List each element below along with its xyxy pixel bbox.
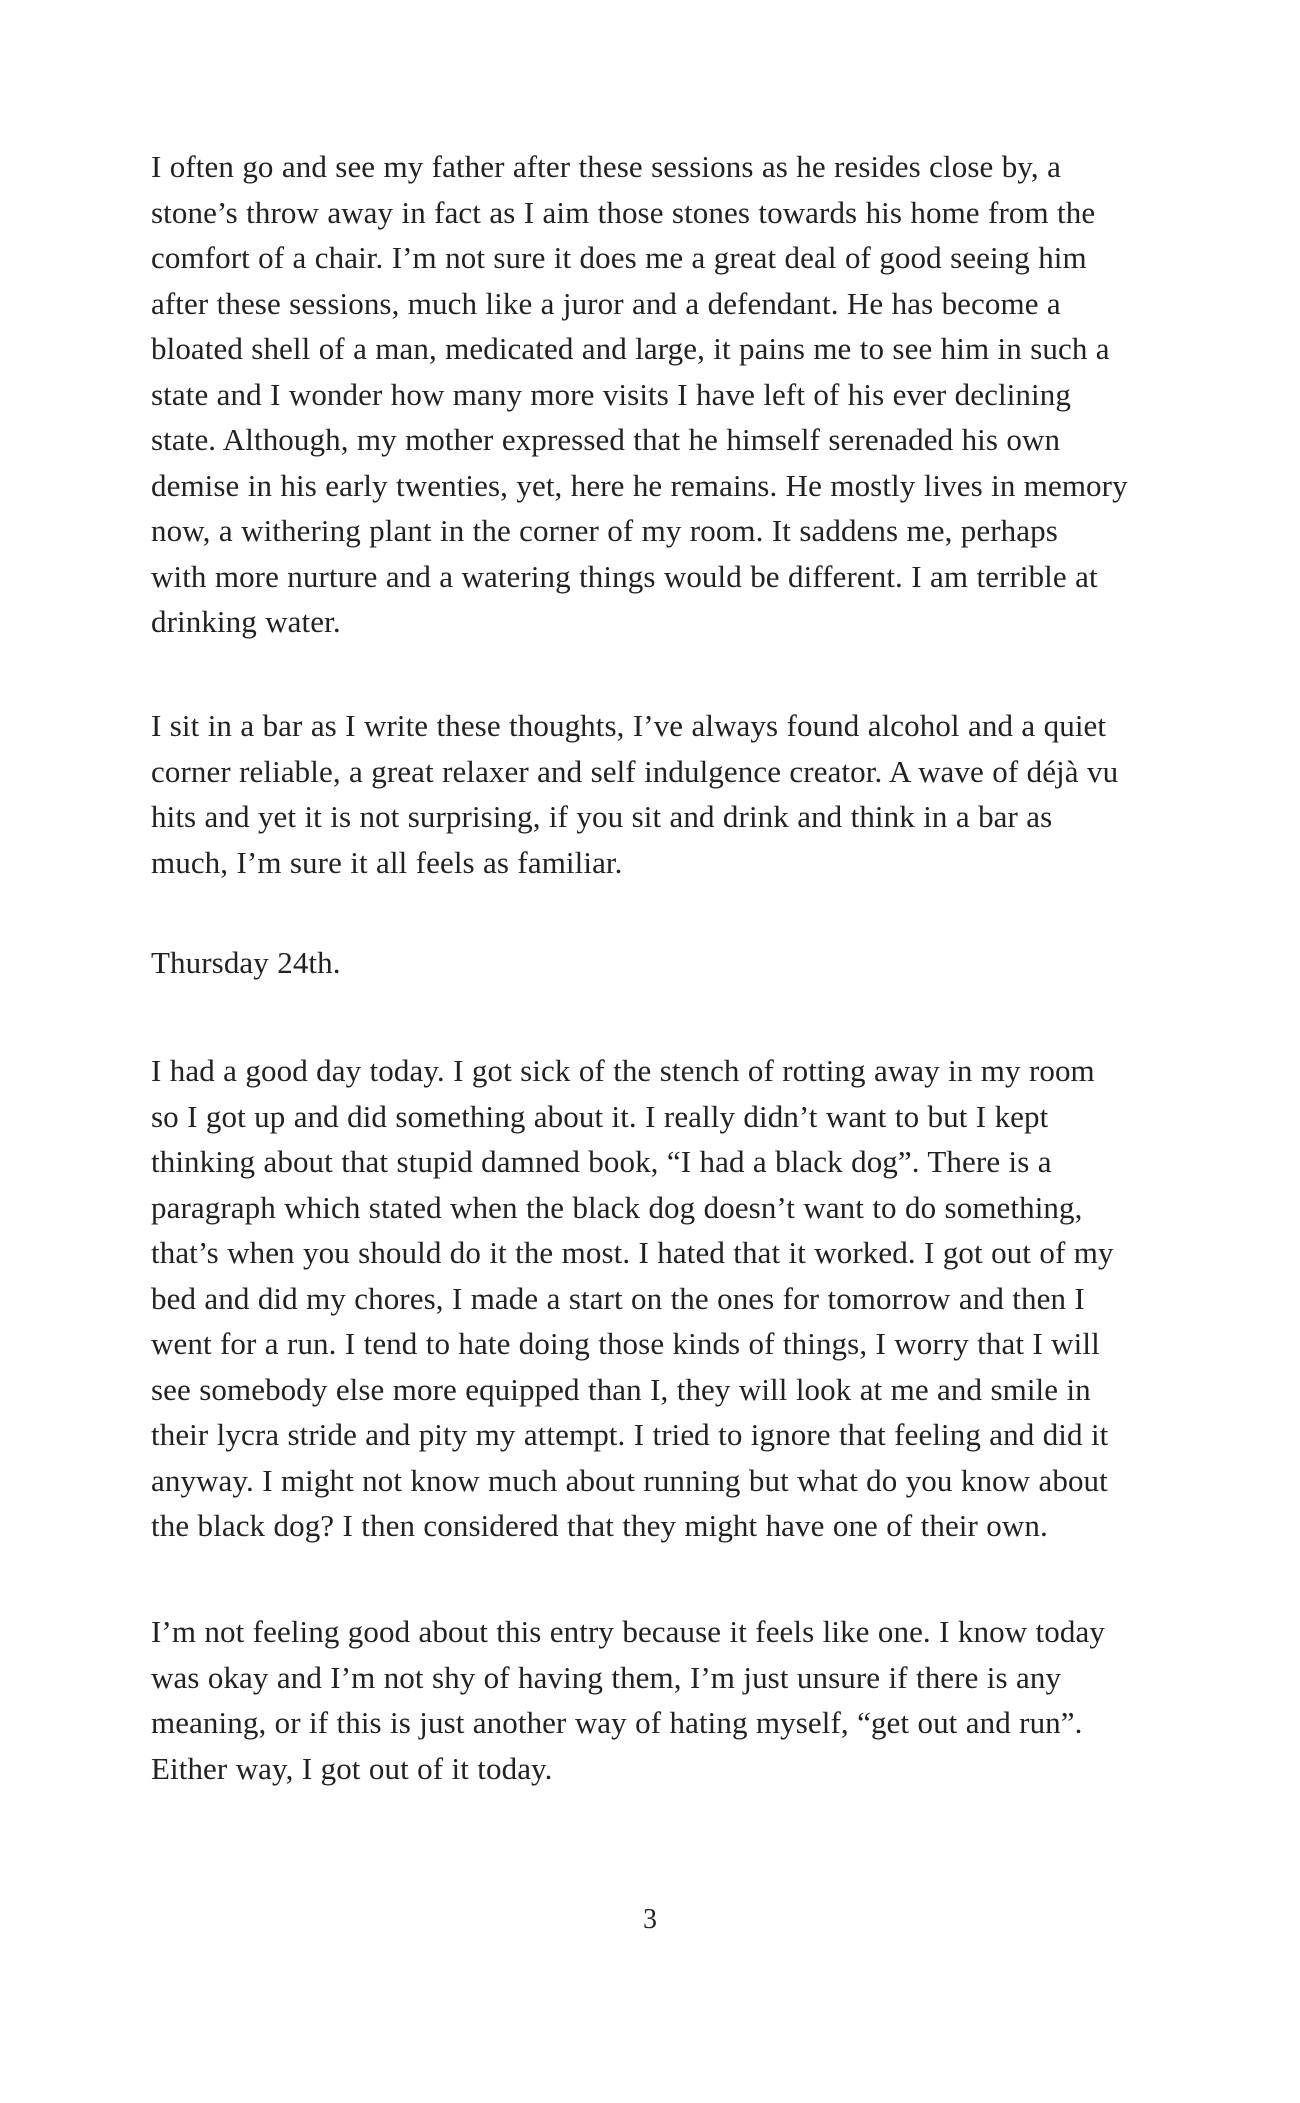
paragraph-bar	[151, 703, 1161, 885]
text-line: comfort of a chair. I’m not sure it does me a great deal of good seeing him	[151, 240, 1087, 275]
page-number: 3	[643, 1904, 657, 1935]
text-line: anyway. I might not know much about running but what do you know about	[151, 1462, 1108, 1498]
paragraph-good-day	[151, 1048, 1161, 1549]
text-line: drinking water.	[151, 604, 341, 639]
text-line: stone’s throw away in fact as I aim those stones towards his home from the	[151, 194, 1096, 230]
text-line: bloated shell of a man, medicated and large, it pains me to see him in such a	[151, 331, 1110, 366]
text-line: hits and yet it is not surprising, if you sit and drink and think in a bar as	[151, 799, 1053, 834]
text-line: now, a withering plant in the corner of my room. It saddens me, perhaps	[151, 513, 1058, 548]
text-line: I often go and see my father after these sessions as he resides close by, a	[151, 149, 1061, 184]
text-line: went for a run. I tend to hate doing those kinds of things, I worry that I will	[151, 1326, 1100, 1361]
text-line: state and I wonder how many more visits I have left of his ever declining	[151, 376, 1071, 412]
text-line: see somebody else more equipped than I, they will look at me and smile in	[151, 1371, 1091, 1407]
text-line: the black dog? I then considered that they might have one of their own.	[151, 1508, 1048, 1543]
text-line: was okay and I’m not shy of having them, I’m just unsure if there is any	[151, 1659, 1062, 1695]
text-line: state. Although, my mother expressed that he himself serenaded his own	[151, 422, 1061, 457]
text-line: thinking about that stupid damned book, “I had a black dog”. There is a	[151, 1144, 1052, 1179]
text-line: corner reliable, a great relaxer and self indulgence creator. A wave of déjà vu	[151, 753, 1119, 789]
text-line: so I got up and did something about it. I really didn’t want to but I kept	[151, 1098, 1049, 1134]
text-line: bed and did my chores, I made a start on the ones for tomorrow and then I	[151, 1280, 1085, 1316]
text-line: that’s when you should do it the most. I hated that it worked. I got out of my	[151, 1235, 1114, 1270]
text-line: I’m not feeling good about this entry because it feels like one. I know today	[151, 1614, 1105, 1649]
text-line: I sit in a bar as I write these thoughts, I’ve always found alcohol and a quiet	[151, 708, 1107, 743]
paragraph-entry-reflection	[151, 1609, 1161, 1791]
text-line: paragraph which stated when the black dog doesn’t want to do something,	[151, 1189, 1083, 1225]
text-line: Either way, I got out of it today.	[151, 1750, 553, 1786]
text-line: Thursday 24th.	[151, 945, 341, 980]
text-line: meaning, or if this is just another way of hating myself, “get out and run”.	[151, 1705, 1083, 1740]
text-line: much, I’m sure it all feels as familiar.	[151, 844, 623, 880]
text-line: with more nurture and a watering things would be different. I am terrible at	[151, 558, 1098, 594]
text-line: I had a good day today. I got sick of the stench of rotting away in my room	[151, 1053, 1095, 1088]
text-line: their lycra stride and pity my attempt. I tried to ignore that feeling and did it	[151, 1417, 1109, 1452]
paragraph-father-visits	[151, 144, 1161, 645]
text-line: after these sessions, much like a juror and a defendant. He has become a	[151, 285, 1061, 321]
entry-date-heading	[151, 940, 1161, 986]
text-line: demise in his early twenties, yet, here he remains. He mostly lives in memory	[151, 467, 1128, 503]
